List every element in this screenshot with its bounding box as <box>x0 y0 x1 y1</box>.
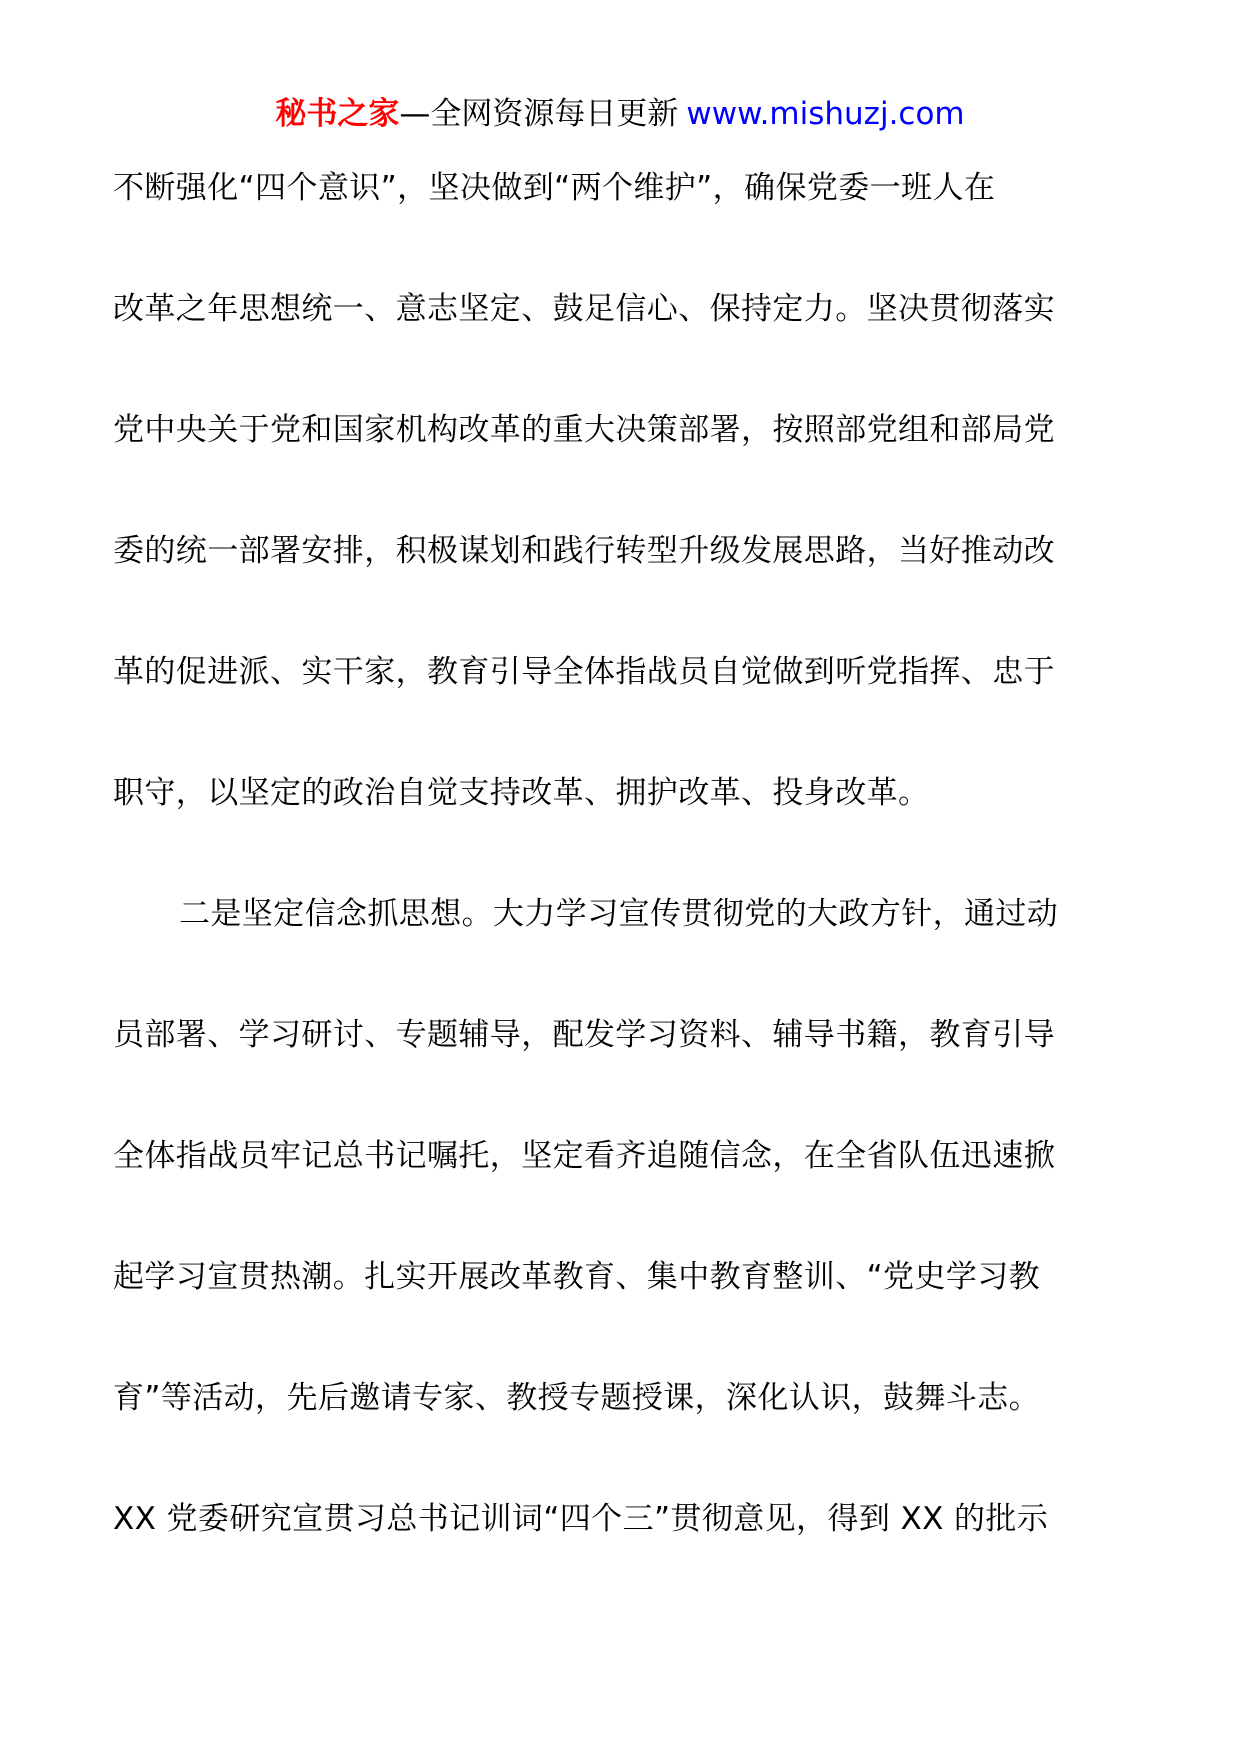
document-body <box>113 166 1137 1618</box>
text-line: XX 党委研究宣贯习总书记训词“四个三”贯彻意见，得到 XX 的批示 <box>113 1501 1049 1537</box>
paragraph-start-line: 二是坚定信念抓思想。大力学习宣传贯彻党的大政方针，通过动 <box>179 896 1059 932</box>
text-line: 改革之年思想统一、意志坚定、鼓足信心、保持定力。坚决贯彻落实 <box>113 291 1055 327</box>
text-line: 革的促进派、实干家，教育引导全体指战员自觉做到听党指挥、忠于 <box>113 654 1055 690</box>
text-line: 不断强化“四个意识”，坚决做到“两个维护”，确保党委一班人在 <box>113 170 996 206</box>
header-tagline: —全网资源每日更新 <box>399 96 679 132</box>
text-line: 起学习宣贯热潮。扎实开展改革教育、集中教育整训、“党史学习教 <box>113 1259 1041 1295</box>
site-url-link[interactable]: www.mishuzj.com <box>686 96 965 132</box>
text-line: 委的统一部署安排，积极谋划和践行转型升级发展思路，当好推动改 <box>113 533 1055 569</box>
page-header <box>0 92 1240 136</box>
text-line: 职守，以坚定的政治自觉支持改革、拥护改革、投身改革。 <box>113 775 930 811</box>
text-line: 党中央关于党和国家机构改革的重大决策部署，按照部党组和部局党 <box>113 412 1055 448</box>
text-line: 育”等活动，先后邀请专家、教授专题授课，深化认识，鼓舞斗志。 <box>113 1380 1041 1416</box>
text-line: 全体指战员牢记总书记嘱托，坚定看齐追随信念，在全省队伍迅速掀 <box>113 1138 1055 1174</box>
brand-name: 秘书之家 <box>275 96 400 132</box>
text-line: 员部署、学习研讨、专题辅导，配发学习资料、辅导书籍，教育引导 <box>113 1017 1055 1053</box>
